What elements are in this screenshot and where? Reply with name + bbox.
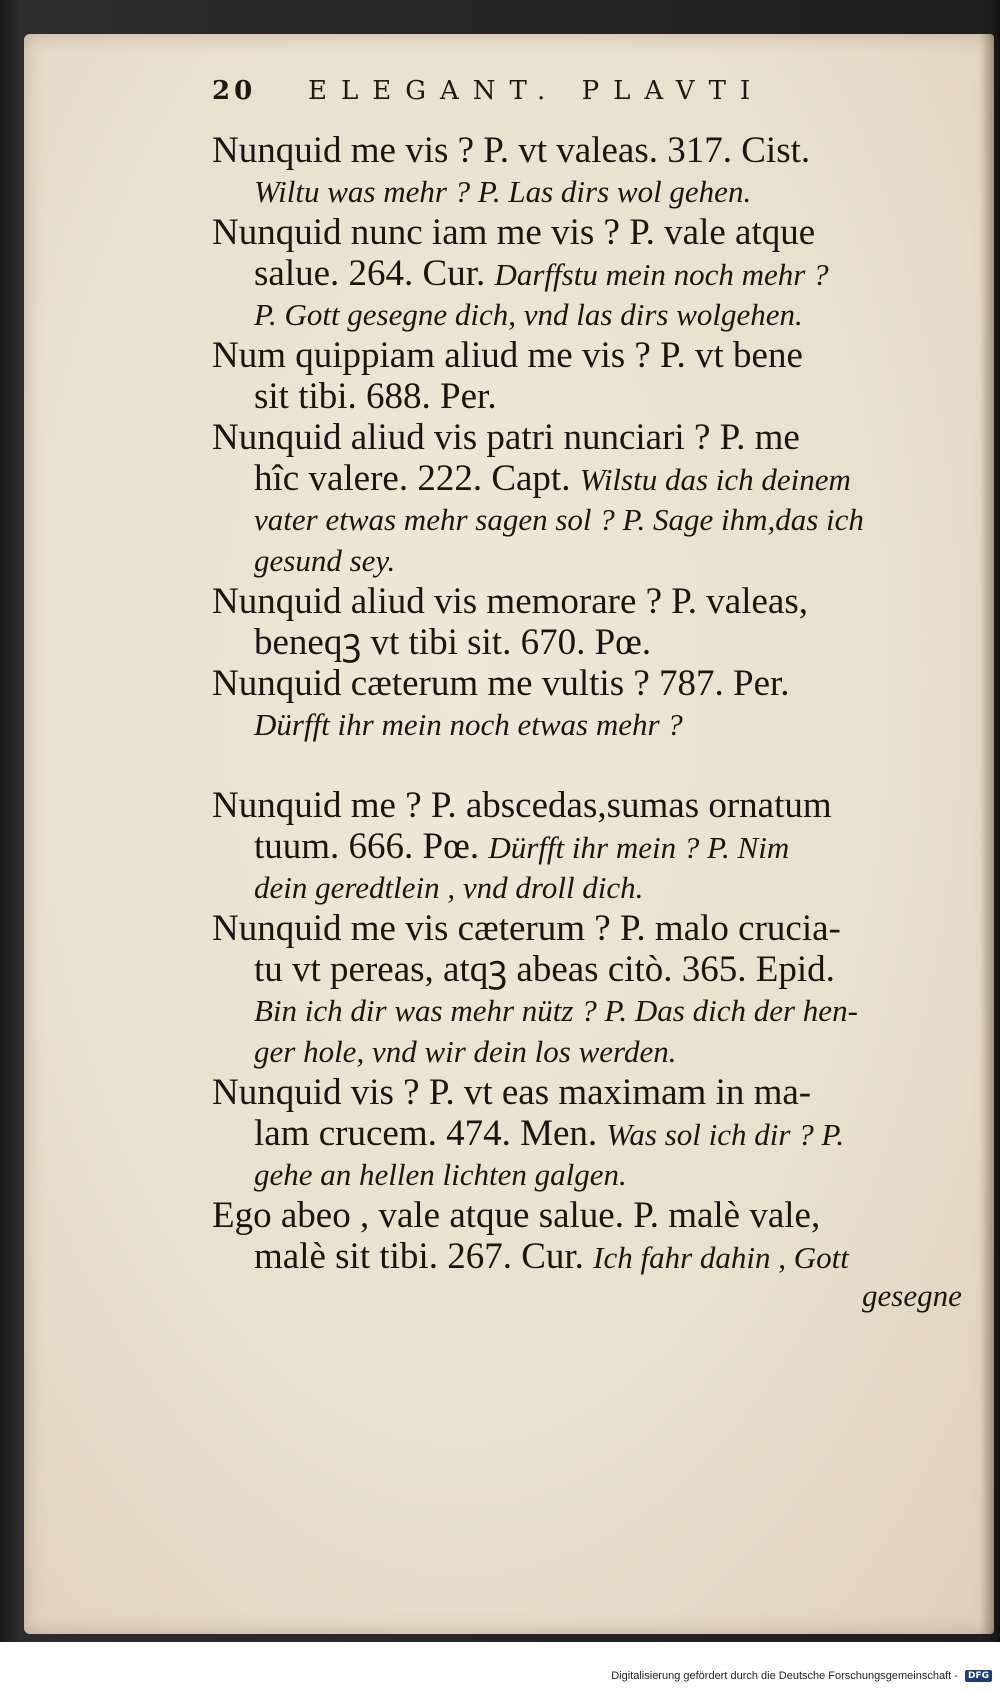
- latin-line: Nunquid nunc iam me vis ? P. vale atque: [212, 212, 816, 253]
- latin-line: Ego abeo , vale atque salue. P. malè vale,: [212, 1195, 821, 1236]
- german-segment: Dürfft ihr mein ? P. Nim: [488, 830, 790, 865]
- german-line: P. Gott gesegne dich, vnd las dirs wolgehen.: [254, 297, 803, 332]
- german-line: Dürfft ihr mein noch etwas mehr ?: [254, 707, 683, 742]
- entry: [212, 212, 964, 335]
- latin-line: beneqꝫ vt tibi sit. 670. Pœ.: [254, 622, 652, 663]
- dfg-logo: DFG: [965, 1670, 992, 1682]
- running-head: [212, 76, 912, 106]
- german-line: Bin ich dir was mehr nütz ? P. Das dich der hen-: [254, 993, 858, 1028]
- latin-segment: tuum. 666. Pœ.: [254, 826, 480, 867]
- german-segment: Was sol ich dir ? P.: [606, 1117, 845, 1152]
- german-segment: Ich fahr dahin , Gott: [593, 1240, 849, 1275]
- mixed-line: [212, 253, 964, 294]
- latin-line: Nunquid aliud vis patri nunciari ? P. me: [212, 417, 800, 458]
- german-line: dein geredtlein , vnd droll dich.: [254, 870, 644, 905]
- funding-credit: Digitalisierung gefördert durch die Deutsche Forschungsgemeinschaft -: [611, 1670, 958, 1682]
- digitization-footer: [0, 1670, 992, 1682]
- latin-segment: hîc valere. 222. Capt.: [254, 458, 571, 499]
- entry: [212, 1072, 964, 1195]
- entry: [212, 417, 964, 581]
- latin-segment: malè sit tibi. 267. Cur.: [254, 1236, 584, 1277]
- german-segment: Wilstu das ich deinem: [579, 462, 851, 497]
- page-number: 20: [212, 76, 257, 106]
- latin-line: Nunquid aliud vis memorare ? P. valeas,: [212, 581, 808, 622]
- entry: [212, 663, 964, 745]
- page-gutter-shadow: [980, 34, 994, 1634]
- latin-line: tu vt pereas, atqꝫ abeas citò. 365. Epid.: [254, 949, 835, 990]
- german-segment: Darffstu mein noch mehr ?: [494, 257, 829, 292]
- mixed-line: [212, 1113, 964, 1154]
- german-line: gesund sey.: [254, 543, 396, 578]
- latin-line: Nunquid me vis ? P. vt valeas. 317. Cist.: [212, 130, 811, 171]
- entry: [212, 581, 964, 663]
- entry: [212, 335, 964, 417]
- mixed-line: [212, 1236, 964, 1277]
- running-title: ELEGANT. PLAVTI: [308, 76, 765, 106]
- german-line: vater etwas mehr sagen sol ? P. Sage ihm,das ich: [254, 502, 864, 537]
- latin-segment: salue. 264. Cur.: [254, 253, 486, 294]
- entry: [212, 1195, 964, 1277]
- text-block: [212, 130, 964, 1277]
- catchword: gesegne: [862, 1278, 962, 1313]
- german-line: Wiltu was mehr ? P. Las dirs wol gehen.: [254, 174, 752, 209]
- mixed-line: [212, 458, 964, 499]
- latin-line: Nunquid vis ? P. vt eas maximam in ma-: [212, 1072, 812, 1113]
- latin-line: Num quippiam aliud me vis ? P. vt bene: [212, 335, 803, 376]
- entry: [212, 908, 964, 1072]
- latin-line: Nunquid me vis cæterum ? P. malo crucia-: [212, 908, 841, 949]
- latin-segment: lam crucem. 474. Men.: [254, 1113, 598, 1154]
- entry: [212, 130, 964, 212]
- entry: [212, 785, 964, 908]
- german-line: ger hole, vnd wir dein los werden.: [254, 1034, 677, 1069]
- mixed-line: [212, 826, 964, 867]
- latin-line: Nunquid cæterum me vultis ? 787. Per.: [212, 663, 790, 704]
- latin-line: sit tibi. 688. Per.: [254, 376, 497, 417]
- german-line: gehe an hellen lichten galgen.: [254, 1157, 627, 1192]
- latin-line: Nunquid me ? P. abscedas,sumas ornatum: [212, 785, 832, 826]
